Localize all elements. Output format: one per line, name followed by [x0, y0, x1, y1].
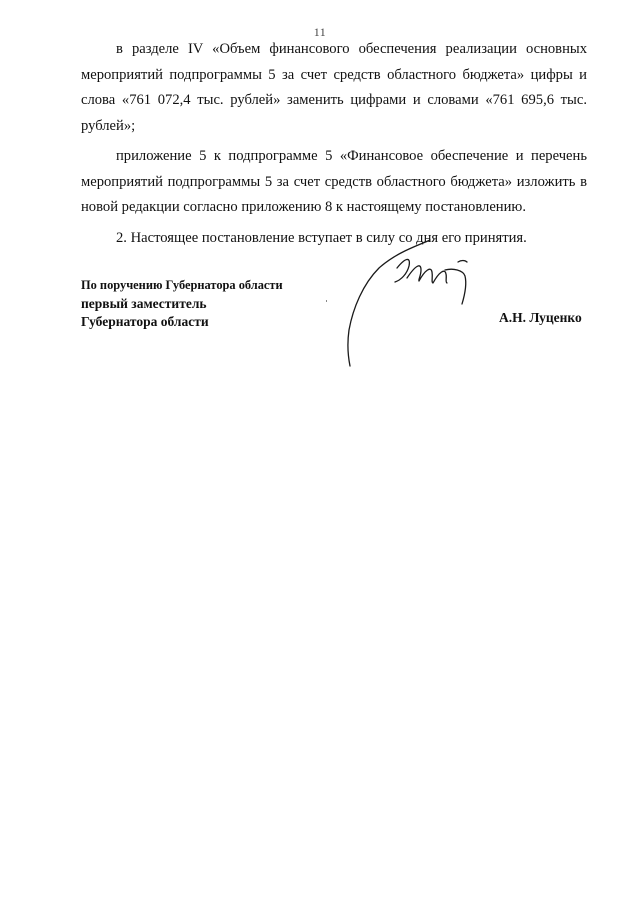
signer-name: А.Н. Луценко [499, 310, 582, 325]
paragraph-section-iv: в разделе IV «Объем финансового обеспечения реализации основных мероприятий подпрограммы 5 за счет средств областного бюджета» цифры и слова «761 072,4 тыс. рублей» заменить цифрами и словами «761 695,6 тыс. рублей»; [81, 41, 587, 134]
scan-speck [326, 300, 327, 302]
paragraph-appendix-5: приложение 5 к подпрограмме 5 «Финансовое обеспечение и перечень мероприятий подпрограммы 5 за счет средств областного бюджета» изложить в новой редакции согласно приложению 8 к настоящему постановлению. [81, 148, 587, 215]
paragraph-effective-date: 2. Настоящее постановление вступает в силу со дня его принятия. [116, 229, 527, 246]
page-number: 11 [313, 25, 327, 39]
signatory-authority-line: По поручению Губернатора области [81, 278, 283, 292]
document-body [81, 37, 587, 251]
signatory-title-block [81, 276, 283, 331]
handwritten-signature-icon [335, 232, 485, 372]
signatory-position-line-2: Губернатора области [81, 314, 209, 329]
signatory-position-line: первый заместитель [81, 296, 207, 311]
